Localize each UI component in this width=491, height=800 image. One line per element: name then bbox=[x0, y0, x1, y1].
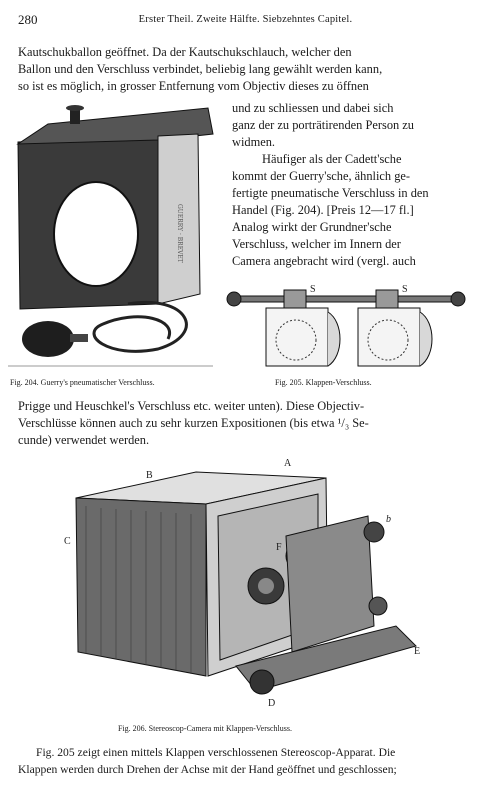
svg-text:GUERRY · BREVET: GUERRY · BREVET bbox=[176, 204, 183, 263]
text-line: Camera angebracht wird (vergl. auch bbox=[232, 254, 416, 268]
text-line: Verschluss, welcher im Innern der bbox=[232, 237, 401, 251]
paragraph-top bbox=[18, 44, 470, 95]
label-small-b: b bbox=[386, 514, 391, 525]
text-line: Prigge und Heuschkel's Verschluss etc. weiter unten). Diese Objectiv- bbox=[18, 399, 365, 413]
fig-205-caption: Fig. 205. Klappen-Verschluss. bbox=[275, 378, 372, 387]
text-line: ganz der zu porträtirenden Person zu bbox=[232, 118, 414, 132]
text-line: Fig. 205 zeigt einen mittels Klappen verschlossenen Stereoscop-Apparat. Die bbox=[36, 746, 396, 759]
fig-206-illustration bbox=[56, 456, 434, 708]
text-line: Häufiger als der Cadett'sche bbox=[262, 152, 402, 166]
page-header bbox=[18, 12, 473, 28]
label-s-left: S bbox=[310, 284, 316, 295]
label-f: F bbox=[276, 542, 282, 553]
paragraph-bottom bbox=[18, 744, 470, 778]
label-e: E bbox=[414, 646, 421, 657]
text-line: so ist es möglich, in grosser Entfernung vom Objectiv dieses zu öffnen bbox=[18, 79, 369, 93]
text-line: widmen. bbox=[232, 135, 276, 149]
label-a: A bbox=[284, 458, 292, 469]
label-c: C bbox=[64, 536, 71, 547]
paragraph-right-column bbox=[232, 100, 470, 270]
text-line: Ballon und den Verschluss verbindet, beliebig lang gewählt werden kann, bbox=[18, 62, 383, 76]
label-d: D bbox=[268, 698, 276, 708]
label-b: B bbox=[146, 470, 153, 481]
running-head: Erster Theil. Zweite Hälfte. Siebzehntes Capitel. bbox=[138, 14, 353, 25]
paragraph-middle bbox=[18, 398, 470, 449]
fig-205-illustration bbox=[226, 282, 466, 374]
text-line: fertigte pneumatische Verschluss in den bbox=[232, 186, 429, 200]
fig-204-caption: Fig. 204. Guerry's pneumatischer Verschluss. bbox=[10, 378, 155, 387]
text-line: kommt der Guerry'sche, ähnlich ge- bbox=[232, 169, 411, 183]
text-line: Handel (Fig. 204). [Preis 12—17 fl.] bbox=[232, 203, 414, 217]
text-line: Verschlüsse können auch zu sehr kurzen Expositionen (bis etwa ¹/₃ Se- bbox=[18, 416, 369, 430]
text-line: und zu schliessen und dabei sich bbox=[232, 101, 394, 115]
page-number: 280 bbox=[18, 12, 38, 27]
fig-206-caption: Fig. 206. Stereoscop-Camera mit Klappen-Verschluss. bbox=[118, 724, 292, 733]
text-line: Analog wirkt der Grundner'sche bbox=[232, 220, 392, 234]
text-line: cunde) verwendet werden. bbox=[18, 433, 150, 447]
text-line: Klappen werden durch Drehen der Achse mit der Hand geöffnet und geschlossen; bbox=[18, 763, 397, 776]
label-s-right: S bbox=[402, 284, 408, 295]
text-line: Kautschukballon geöffnet. Da der Kautschukschlauch, welcher den bbox=[18, 45, 352, 59]
fig-204-illustration bbox=[8, 104, 220, 374]
